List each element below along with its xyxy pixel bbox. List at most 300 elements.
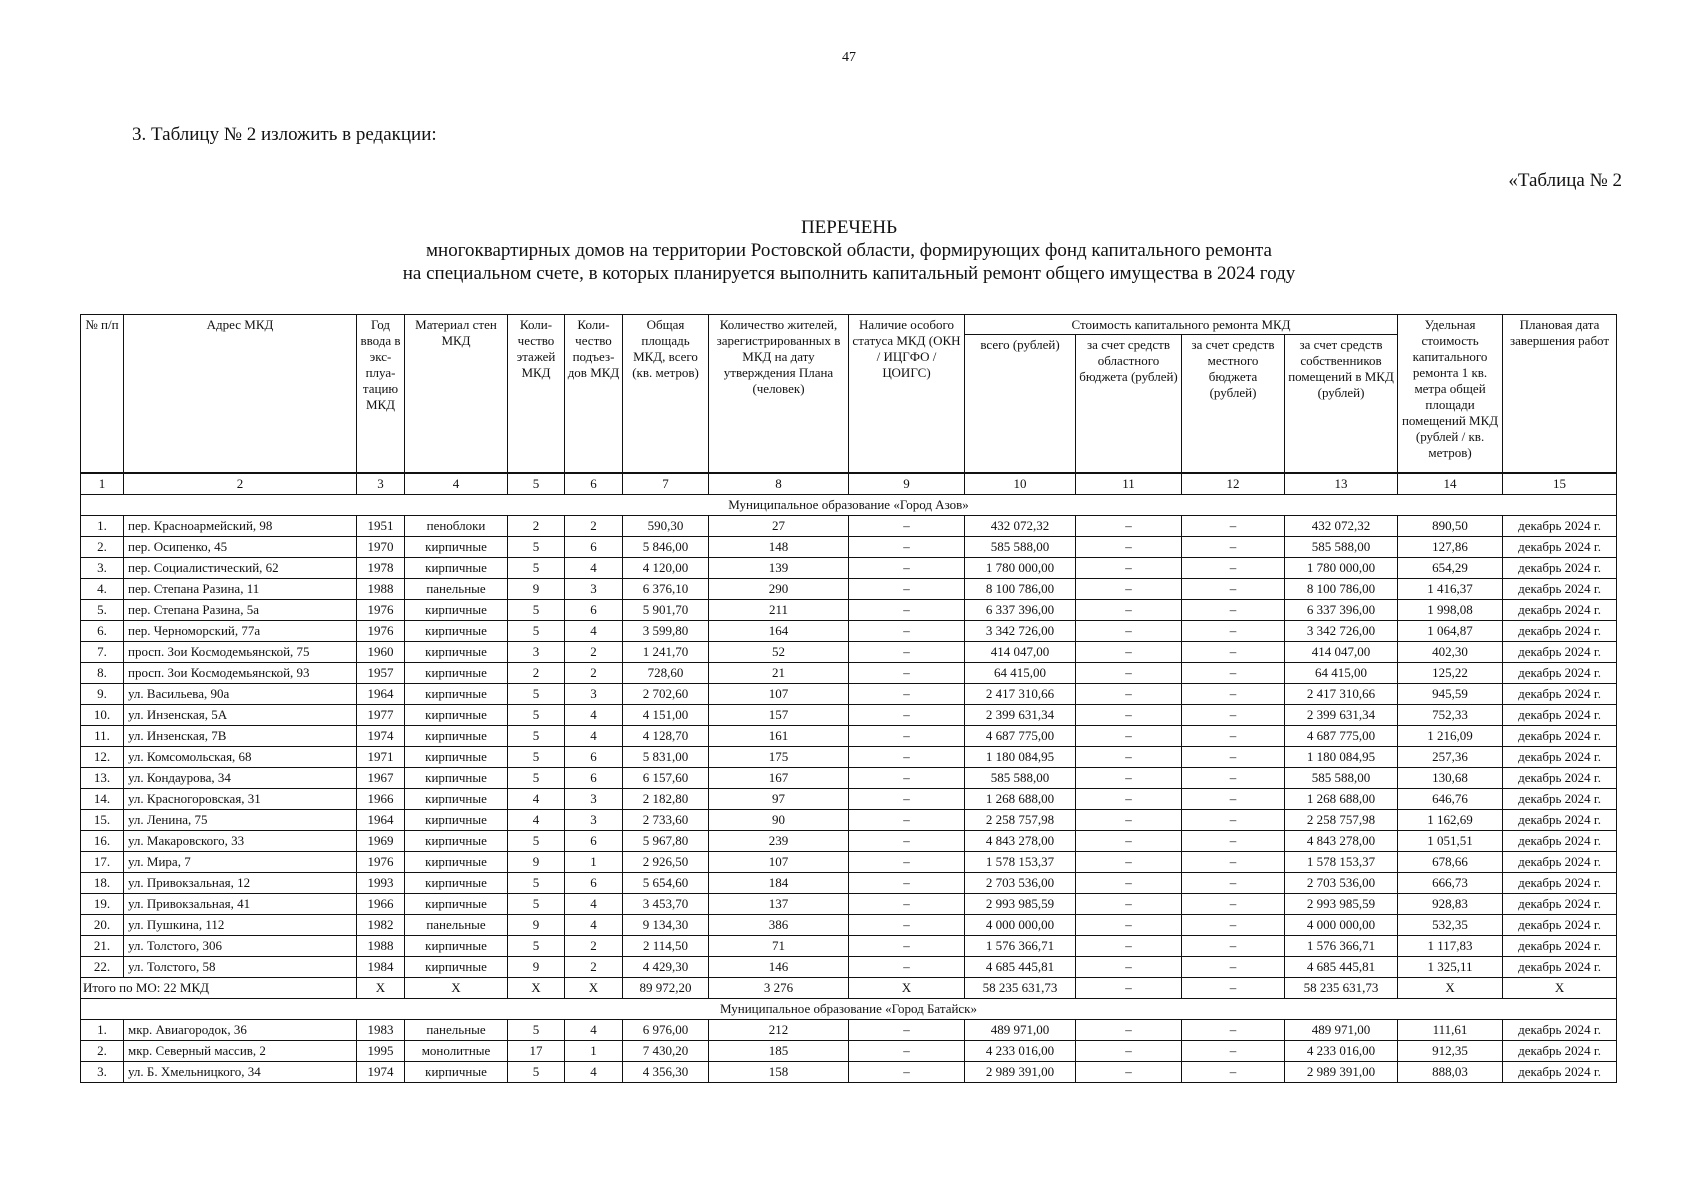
table-cell: 97 [709,788,849,809]
table-cell: 1 180 084,95 [965,746,1076,767]
total-cell: 3 276 [709,977,849,998]
table-cell: 157 [709,704,849,725]
col-header-number: № п/п [81,315,124,473]
table-cell: 10. [81,704,124,725]
table-cell: 4 843 278,00 [965,830,1076,851]
table-cell: 21. [81,935,124,956]
total-cell: X [849,977,965,998]
col-header-residents: Количество жителей, зарегистрированных в МКД на дату утверждения Плана (человек) [709,315,849,473]
table-cell: 1983 [357,1019,405,1040]
table-cell: 4 687 775,00 [965,725,1076,746]
table-cell: 4 233 016,00 [965,1040,1076,1061]
total-label: Итого по МО: 22 МКД [81,977,357,998]
table-cell: 4 685 445,81 [1285,956,1398,977]
table-cell: – [849,956,965,977]
table-cell: ул. Кондаурова, 34 [124,767,357,788]
table-cell: 5 [508,725,565,746]
table-cell: 3 [565,578,623,599]
table-cell: – [1076,851,1182,872]
table-cell: 4 [565,557,623,578]
table-cell: 22. [81,956,124,977]
table-cell: пер. Степана Разина, 5а [124,599,357,620]
table-cell: 1974 [357,1061,405,1082]
table-cell: 1976 [357,620,405,641]
table-cell: – [849,515,965,536]
table-cell: 945,59 [1398,683,1503,704]
table-cell: 2 733,60 [623,809,709,830]
table-cell: 590,30 [623,515,709,536]
table-cell: – [1182,809,1285,830]
table-cell: 646,76 [1398,788,1503,809]
col-header-cost-local: за счет средств местного бюджета (рублей) [1182,335,1285,473]
table-cell: 6 [565,767,623,788]
table-cell: панельные [405,578,508,599]
column-number: 12 [1182,473,1285,495]
table-cell: 9 [508,851,565,872]
table-cell: 146 [709,956,849,977]
total-cell: X [1398,977,1503,998]
table-cell: 9 [508,956,565,977]
section-row [81,494,1617,515]
table-cell: 1 416,37 [1398,578,1503,599]
table-cell: 212 [709,1019,849,1040]
table-cell: ул. Васильева, 90а [124,683,357,704]
table-row [81,725,1617,746]
column-number: 6 [565,473,623,495]
table-cell: – [1076,788,1182,809]
column-number: 14 [1398,473,1503,495]
table-row [81,1061,1617,1082]
table-cell: – [1182,620,1285,641]
table-cell: 1988 [357,578,405,599]
table-cell: кирпичные [405,599,508,620]
table-cell: декабрь 2024 г. [1503,935,1617,956]
table-row [81,557,1617,578]
table-cell: – [849,1019,965,1040]
table-cell: 1 [565,1040,623,1061]
table-cell: ул. Красногоровская, 31 [124,788,357,809]
table-cell: – [849,872,965,893]
table-cell: 6 [565,830,623,851]
table-cell: 5 846,00 [623,536,709,557]
table-cell: 13. [81,767,124,788]
table-cell: ул. Ленина, 75 [124,809,357,830]
table-cell: 3. [81,557,124,578]
col-header-address: Адрес МКД [124,315,357,473]
col-header-cost-owners: за счет средств собственников помещений в МКД (рублей) [1285,335,1398,473]
table-cell: 1. [81,1019,124,1040]
table-cell: 2 417 310,66 [1285,683,1398,704]
table-cell: 928,83 [1398,893,1503,914]
table-cell: – [1182,599,1285,620]
table-cell: – [1182,1019,1285,1040]
table-cell: кирпичные [405,725,508,746]
table-cell: 1 578 153,37 [965,851,1076,872]
table-cell: 1995 [357,1040,405,1061]
table-cell: – [1182,704,1285,725]
table-cell: 20. [81,914,124,935]
table-cell: декабрь 2024 г. [1503,809,1617,830]
table-cell: панельные [405,1019,508,1040]
table-cell: 5 [508,1019,565,1040]
table-cell: 125,22 [1398,662,1503,683]
table-cell: 107 [709,851,849,872]
table-cell: 52 [709,641,849,662]
table-cell: 16. [81,830,124,851]
table-cell: 1977 [357,704,405,725]
table-cell: 7. [81,641,124,662]
table-cell: ул. Б. Хмельницкого, 34 [124,1061,357,1082]
table-cell: – [849,704,965,725]
table-cell: кирпичные [405,620,508,641]
table-cell: 1951 [357,515,405,536]
table-cell: 4 151,00 [623,704,709,725]
table-cell: – [1076,872,1182,893]
heading-title: ПЕРЕЧЕНЬ [800,217,898,238]
table-cell: 752,33 [1398,704,1503,725]
table-cell: декабрь 2024 г. [1503,872,1617,893]
table-cell: кирпичные [405,893,508,914]
table-cell: кирпичные [405,704,508,725]
table-cell: – [1182,641,1285,662]
table-cell: 3 453,70 [623,893,709,914]
table-cell: 1971 [357,746,405,767]
table-row [81,746,1617,767]
table-cell: 5 [508,893,565,914]
column-number: 3 [357,473,405,495]
table-cell: 21 [709,662,849,683]
table-cell: монолитные [405,1040,508,1061]
table-cell: 5 [508,683,565,704]
table-cell: 1966 [357,788,405,809]
column-numbers-row [81,473,1617,495]
table-cell: 402,30 [1398,641,1503,662]
table-cell: – [1182,1061,1285,1082]
table-cell: 6 376,10 [623,578,709,599]
page-number: 47 [842,50,856,65]
table-cell: 1982 [357,914,405,935]
table-cell: – [1076,935,1182,956]
table-cell: – [1076,515,1182,536]
table-cell: пер. Социалистический, 62 [124,557,357,578]
table-cell: 2 399 631,34 [965,704,1076,725]
table-cell: 8 100 786,00 [1285,578,1398,599]
table-cell: 211 [709,599,849,620]
table-cell: – [849,767,965,788]
table-cell: декабрь 2024 г. [1503,536,1617,557]
table-cell: 2 [508,515,565,536]
table-cell: – [1076,1019,1182,1040]
table-cell: 1 [565,851,623,872]
column-number: 4 [405,473,508,495]
table-cell: декабрь 2024 г. [1503,683,1617,704]
table-cell: – [1182,683,1285,704]
table-cell: 1957 [357,662,405,683]
table-cell: 9. [81,683,124,704]
table-cell: 137 [709,893,849,914]
table-cell: 6 [565,746,623,767]
table-cell: 11. [81,725,124,746]
total-cell: 89 972,20 [623,977,709,998]
table-cell: 4 000 000,00 [965,914,1076,935]
table-row [81,536,1617,557]
table-row [81,599,1617,620]
column-number: 7 [623,473,709,495]
table-cell: 3 342 726,00 [965,620,1076,641]
document-heading [0,216,1698,285]
table-cell: пер. Осипенко, 45 [124,536,357,557]
table-cell: 4 [565,704,623,725]
table-cell: 7 430,20 [623,1040,709,1061]
col-header-area: Общая площадь МКД, всего (кв. метров) [623,315,709,473]
table-cell: 3 [565,683,623,704]
table-cell: – [849,1040,965,1061]
table-cell: 1976 [357,851,405,872]
table-cell: 1969 [357,830,405,851]
table-cell: 1993 [357,872,405,893]
table-cell: 890,50 [1398,515,1503,536]
table-cell: – [1182,578,1285,599]
table-row [81,872,1617,893]
table-cell: – [1182,830,1285,851]
table-cell: 2 993 985,59 [1285,893,1398,914]
table-cell: 3 [508,641,565,662]
table-cell: 71 [709,935,849,956]
table-cell: 1960 [357,641,405,662]
table-cell: кирпичные [405,641,508,662]
table-cell: 90 [709,809,849,830]
table-cell: 107 [709,683,849,704]
table-cell: 5. [81,599,124,620]
table-cell: – [849,662,965,683]
table-cell: ул. Мира, 7 [124,851,357,872]
table-cell: – [1076,536,1182,557]
table-cell: 2 703 536,00 [1285,872,1398,893]
table-cell: 6 337 396,00 [965,599,1076,620]
col-header-cost-total: всего (рублей) [965,335,1076,473]
table-cell: 585 588,00 [1285,536,1398,557]
table-body [81,473,1617,1083]
table-cell: 666,73 [1398,872,1503,893]
table-cell: 5 [508,830,565,851]
total-cell: X [508,977,565,998]
table-cell: 1 162,69 [1398,809,1503,830]
table-row [81,956,1617,977]
table-row [81,767,1617,788]
table-cell: декабрь 2024 г. [1503,1019,1617,1040]
table-cell: кирпичные [405,746,508,767]
column-number: 5 [508,473,565,495]
table-cell: 6 976,00 [623,1019,709,1040]
table-cell: 64 415,00 [1285,662,1398,683]
table-cell: кирпичные [405,1061,508,1082]
table-cell: 2 989 391,00 [1285,1061,1398,1082]
table-cell: кирпичные [405,872,508,893]
table-cell: 64 415,00 [965,662,1076,683]
table-cell: 4 [508,788,565,809]
table-row [81,1040,1617,1061]
table-cell: 912,35 [1398,1040,1503,1061]
table-cell: декабрь 2024 г. [1503,620,1617,641]
table-cell: – [849,641,965,662]
table-cell: – [849,578,965,599]
table-cell: – [1076,893,1182,914]
table-cell: 161 [709,725,849,746]
table-cell: 1 051,51 [1398,830,1503,851]
table-cell: декабрь 2024 г. [1503,893,1617,914]
table-cell: 158 [709,1061,849,1082]
table-cell: кирпичные [405,851,508,872]
table-cell: 2 182,80 [623,788,709,809]
table-cell: – [849,935,965,956]
table-cell: 1 578 153,37 [1285,851,1398,872]
table-cell: 678,66 [1398,851,1503,872]
table-cell: 9 [508,578,565,599]
table-cell: 414 047,00 [965,641,1076,662]
table-cell: 1. [81,515,124,536]
table-row [81,683,1617,704]
table-cell: – [849,557,965,578]
table-cell: 6 157,60 [623,767,709,788]
table-cell: 2 258 757,98 [965,809,1076,830]
section-title: Муниципальное образование «Город Азов» [81,494,1617,515]
table-cell: – [1182,557,1285,578]
total-cell: X [405,977,508,998]
table-cell: пер. Степана Разина, 11 [124,578,357,599]
table-cell: 6. [81,620,124,641]
column-number: 13 [1285,473,1398,495]
table-cell: 2 989 391,00 [965,1061,1076,1082]
table-cell: 290 [709,578,849,599]
table-cell: 4 128,70 [623,725,709,746]
table-cell: 728,60 [623,662,709,683]
table-cell: ул. Инзенская, 5А [124,704,357,725]
total-cell: X [357,977,405,998]
table-cell: 167 [709,767,849,788]
table-cell: 184 [709,872,849,893]
table-cell: 5 [508,557,565,578]
table-cell: 27 [709,515,849,536]
table-cell: 6 337 396,00 [1285,599,1398,620]
table-cell: 8. [81,662,124,683]
table-cell: 4 000 000,00 [1285,914,1398,935]
table-cell: 3 [565,788,623,809]
column-number: 2 [124,473,357,495]
total-row [81,977,1617,998]
table-cell: 5 901,70 [623,599,709,620]
table-cell: кирпичные [405,683,508,704]
heading-line-1: многоквартирных домов на территории Ростовской области, формирующих фонд капитального ремонта [426,240,1272,261]
column-number: 1 [81,473,124,495]
table-row [81,851,1617,872]
table-cell: – [849,830,965,851]
table-cell: 2 926,50 [623,851,709,872]
table-cell: – [849,536,965,557]
table-cell: 2 [508,662,565,683]
table-cell: 4 233 016,00 [1285,1040,1398,1061]
intro-text: 3. Таблицу № 2 изложить в редакции: [132,124,437,145]
table-cell: 139 [709,557,849,578]
column-number: 15 [1503,473,1617,495]
table-cell: ул. Привокзальная, 41 [124,893,357,914]
table-cell: 5 [508,872,565,893]
table-cell: 1 325,11 [1398,956,1503,977]
table-cell: декабрь 2024 г. [1503,515,1617,536]
table-cell: 585 588,00 [1285,767,1398,788]
table-cell: – [849,746,965,767]
table-caption: «Таблица № 2 [1508,170,1622,191]
table-cell: – [1076,767,1182,788]
table-cell: просп. Зои Космодемьянской, 75 [124,641,357,662]
table-row [81,662,1617,683]
table-cell: декабрь 2024 г. [1503,1040,1617,1061]
table-row [81,641,1617,662]
table-cell: – [1182,851,1285,872]
table-cell: 185 [709,1040,849,1061]
table-cell: 3. [81,1061,124,1082]
table-cell: 8 100 786,00 [965,578,1076,599]
table-cell: – [1076,809,1182,830]
table-cell: – [1076,830,1182,851]
table-cell: – [1182,872,1285,893]
table-cell: – [1182,1040,1285,1061]
table-cell: – [1076,578,1182,599]
table-cell: 432 072,32 [965,515,1076,536]
table-cell: ул. Пушкина, 112 [124,914,357,935]
col-header-entrances: Коли-чество подъез-дов МКД [565,315,623,473]
table-cell: – [1182,956,1285,977]
table-cell: 1 241,70 [623,641,709,662]
table-cell: 489 971,00 [1285,1019,1398,1040]
table-row [81,830,1617,851]
table-cell: 4 [565,1061,623,1082]
table-cell: 127,86 [1398,536,1503,557]
table-cell: 4 687 775,00 [1285,725,1398,746]
table-cell: 1976 [357,599,405,620]
table-cell: – [1076,557,1182,578]
table-cell: 18. [81,872,124,893]
table-cell: 3 599,80 [623,620,709,641]
table-row [81,578,1617,599]
total-cell: 58 235 631,73 [965,977,1076,998]
table-cell: – [1182,746,1285,767]
table-cell: 1974 [357,725,405,746]
table-cell: – [849,914,965,935]
table-cell: 12. [81,746,124,767]
table-cell: – [1182,662,1285,683]
table-cell: кирпичные [405,662,508,683]
column-number: 11 [1076,473,1182,495]
table-cell: – [1076,725,1182,746]
heading-line-2: на специальном счете, в которых планируется выполнить капитальный ремонт общего имущества в 2024 году [402,263,1296,284]
col-header-completion-date: Плановая дата завершения работ [1503,315,1617,473]
table-cell: декабрь 2024 г. [1503,578,1617,599]
table-cell: 2 [565,515,623,536]
table-cell: – [1076,662,1182,683]
table-cell: 585 588,00 [965,536,1076,557]
table-cell: 1 780 000,00 [1285,557,1398,578]
table-cell: 2 [565,662,623,683]
table-cell: 17. [81,851,124,872]
table-cell: 2 703 536,00 [965,872,1076,893]
table-row [81,809,1617,830]
table-cell: 1 576 366,71 [1285,935,1398,956]
table-cell: 4 [565,620,623,641]
table-cell: – [849,620,965,641]
table-cell: кирпичные [405,536,508,557]
table-cell: просп. Зои Космодемьянской, 93 [124,662,357,683]
table-cell: 5 [508,599,565,620]
